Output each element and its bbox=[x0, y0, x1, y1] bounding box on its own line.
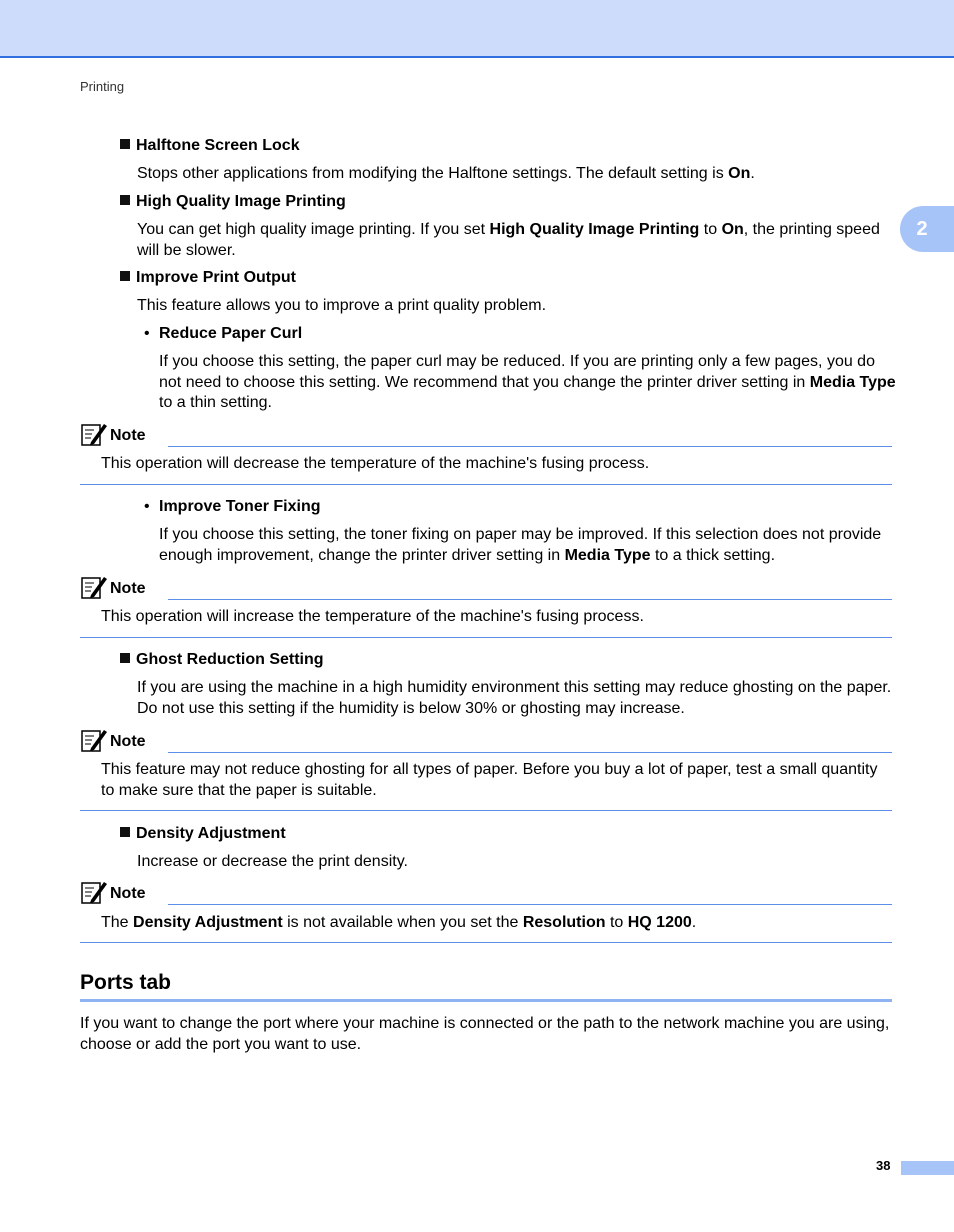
note-header bbox=[80, 881, 892, 905]
note-rule bbox=[168, 904, 892, 905]
breadcrumb: Printing bbox=[80, 79, 125, 94]
note-rule bbox=[168, 446, 892, 447]
item-hq-title: High Quality Image Printing bbox=[120, 192, 346, 213]
note-text: This operation will decrease the temperature of the machine's fusing process. bbox=[101, 455, 650, 472]
section-title: Ports tab bbox=[80, 971, 172, 994]
item-hq-desc: You can get high quality image printing. If you set High Quality Image Printing to On, the printing speed will be slower. bbox=[137, 221, 880, 259]
subitem-curl-desc: If you choose this setting, the paper curl may be reduced. If you are printing only a few pages, you do not need to choose this setting. We recommend that you change the printer driver setting in Media Type to a thin setting. bbox=[159, 353, 896, 411]
item-halftone-title: Halftone Screen Lock bbox=[120, 136, 300, 157]
item-improve-desc: This feature allows you to improve a print quality problem. bbox=[137, 297, 547, 314]
subitem-curl-title: • Reduce Paper Curl bbox=[144, 324, 302, 345]
dot-bullet: • bbox=[144, 325, 150, 342]
note-pencil-icon bbox=[80, 574, 108, 600]
note-bottom-rule bbox=[80, 637, 892, 638]
note-bottom-rule bbox=[80, 810, 892, 811]
square-bullet-icon bbox=[120, 271, 130, 281]
note-label: Note bbox=[110, 885, 146, 902]
subitem-toner-desc: If you choose this setting, the toner fixing on paper may be improved. If this selection does not provide enough improvement, change the printer driver setting in Media Type to a thick setting. bbox=[159, 526, 882, 564]
dot-bullet: • bbox=[144, 498, 150, 515]
note-text: This operation will increase the temperature of the machine's fusing process. bbox=[101, 608, 644, 625]
item-improve-title: Improve Print Output bbox=[120, 268, 296, 289]
note-rule bbox=[168, 599, 892, 600]
note-pencil-icon bbox=[80, 727, 108, 753]
note-label: Note bbox=[110, 580, 146, 597]
page-number: 38 bbox=[876, 1158, 891, 1173]
note-bottom-rule bbox=[80, 942, 892, 943]
footer-accent-bar bbox=[901, 1161, 954, 1175]
section-rule bbox=[80, 999, 892, 1002]
note-rule bbox=[168, 752, 892, 753]
page-header-band bbox=[0, 0, 954, 58]
section-text: If you want to change the port where your machine is connected or the path to the network machine you are using, choose or add the port you want to use. bbox=[80, 1015, 890, 1053]
square-bullet-icon bbox=[120, 195, 130, 205]
square-bullet-icon bbox=[120, 653, 130, 663]
note-pencil-icon bbox=[80, 421, 108, 447]
chapter-tab: 2 bbox=[900, 206, 954, 252]
item-density-title: Density Adjustment bbox=[120, 824, 286, 845]
subitem-toner-title: • Improve Toner Fixing bbox=[144, 497, 321, 518]
item-ghost-desc: If you are using the machine in a high humidity environment this setting may reduce ghosting on the paper. Do not use this setting if the humidity is below 30% or ghosting may increase. bbox=[137, 679, 892, 717]
note-text: The Density Adjustment is not available when you set the Resolution to HQ 1200. bbox=[101, 914, 697, 931]
item-ghost-title: Ghost Reduction Setting bbox=[120, 650, 324, 671]
note-label: Note bbox=[110, 733, 146, 750]
note-label: Note bbox=[110, 427, 146, 444]
note-text: This feature may not reduce ghosting for all types of paper. Before you buy a lot of paper, test a small quantity to make sure that the paper is suitable. bbox=[101, 761, 878, 799]
note-bottom-rule bbox=[80, 484, 892, 485]
square-bullet-icon bbox=[120, 139, 130, 149]
item-halftone-desc: Stops other applications from modifying the Halftone settings. The default setting is On. bbox=[137, 165, 755, 182]
note-pencil-icon bbox=[80, 879, 108, 905]
note-header bbox=[80, 576, 892, 600]
note-header bbox=[80, 423, 892, 447]
note-header bbox=[80, 729, 892, 753]
square-bullet-icon bbox=[120, 827, 130, 837]
item-density-desc: Increase or decrease the print density. bbox=[137, 853, 408, 870]
